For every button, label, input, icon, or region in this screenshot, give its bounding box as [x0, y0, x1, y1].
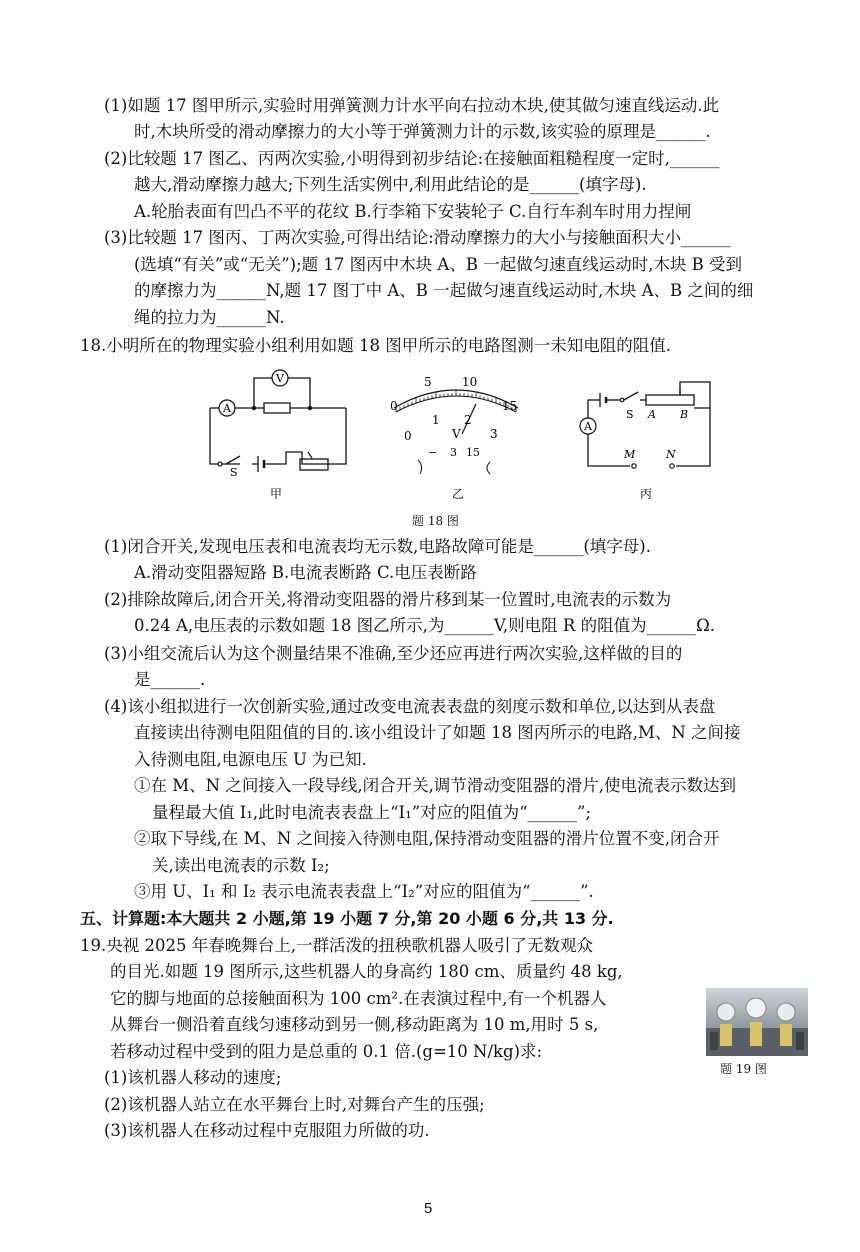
text-line: 绳的拉力为______N. [134, 308, 285, 327]
text-line: (选填“有关”或“无关”);题 17 图丙中木块 A、B 一起做匀速直线运动时,木块 B 受到 [134, 255, 743, 274]
text-line: (3)该机器人在移动过程中克服阻力所做的功. [104, 1121, 430, 1140]
text-line: (2)该机器人站立在水平舞台上时,对舞台产生的压强; [104, 1095, 485, 1114]
text-line: ②取下导线,在 M、N 之间接入待测电阻,保持滑动变阻器的滑片位置不变,闭合开 [134, 829, 720, 848]
text-line: 是______. [134, 670, 206, 689]
slider-b-label: B [680, 408, 689, 421]
section-heading: 五、计算题:本大题共 2 小题,第 19 小题 7 分,第 20 小题 6 分,共 13 分. [80, 909, 614, 928]
circuit-jia [210, 378, 346, 472]
figure-19-caption: 题 19 图 [720, 1062, 767, 1076]
text-line: 越大,滑动摩擦力越大;下列生活实例中,利用此结论的是______(填字母). [134, 175, 647, 194]
text-line: 时,木块所受的滑动摩擦力的大小等于弹簧测力计的示数,该实验的原理是______. [134, 122, 711, 141]
switch-label: S [230, 466, 238, 479]
dial-upper-tick: 10 [462, 375, 478, 389]
text-line: 直接读出待测电阻阻值的目的.该小组设计了如题 18 图丙所示的电路,M、N 之间接 [134, 723, 741, 742]
text-line: 若移动过程中受到的阻力是总重的 0.1 倍.(g=10 N/kg)求: [110, 1042, 543, 1061]
circuit-bing [588, 382, 710, 466]
text-line: 0.24 A,电压表的示数如题 18 图乙所示,为______V,则电阻 R 的阻值为______Ω. [134, 616, 715, 635]
text-line: A.滑动变阻器短路 B.电流表断路 C.电压表断路 [134, 563, 477, 582]
ammeter-label: A [223, 402, 231, 415]
text-line: ③用 U、I₁ 和 I₂ 表示电流表表盘上“I₂”对应的阻值为“______”. [134, 882, 594, 901]
robot-dancers-icon [706, 988, 808, 1056]
figure-18 [190, 352, 730, 504]
text-line: A.轮胎表面有凹凸不平的花纹 B.行李箱下安装轮子 C.自行车刹车时用力捏闸 [134, 202, 692, 221]
text-line: 19.央视 2025 年春晚舞台上,一群活泼的扭秧歌机器人吸引了无数观众 [80, 936, 593, 955]
terminal-n-label: N [666, 448, 676, 461]
dial-lower-tick: 3 [490, 427, 498, 441]
text-line: 量程最大值 I₁,此时电流表表盘上“I₁”对应的阻值为“______”; [152, 803, 592, 822]
switch-label: S [626, 408, 634, 421]
dial-upper-tick: 15 [502, 399, 518, 413]
text-line: (1)闭合开关,发现电压表和电流表均无示数,电路故障可能是______(填字母). [104, 537, 651, 556]
text-line: 关,读出电流表的示数 I₂; [152, 856, 330, 875]
figure-label-jia: 甲 [270, 487, 283, 501]
slider-a-label: A [648, 408, 656, 421]
text-line: (3)小组交流后认为这个测量结果不准确,至少还应再进行两次实验,这样做的目的 [104, 644, 683, 663]
text-line: ①在 M、N 之间接入一段导线,闭合开关,调节滑动变阻器的滑片,使电流表示数达到 [134, 776, 737, 795]
text-line: 入待测电阻,电源电压 U 为已知. [134, 750, 367, 769]
dial-upper-tick: 5 [424, 375, 432, 389]
dial-upper-tick: 0 [390, 399, 398, 413]
text-line: (3)比较题 17 图丙、丁两次实验,可得出结论:滑动摩擦力的大小与接触面积大小______ [104, 228, 731, 247]
text-line: 从舞台一侧沿着直线匀速移动到另一侧,移动距离为 10 m,用时 5 s, [110, 1015, 599, 1034]
dial-lower-tick: 2 [464, 413, 472, 427]
terminal-m-label: M [624, 448, 636, 461]
figure-label-bing: 丙 [640, 487, 653, 501]
question-18-stem: 18.小明所在的物理实验小组利用如题 18 图甲所示的电路图测一未知电阻的阻值. [80, 336, 671, 355]
text-line: (2)比较题 17 图乙、丙两次实验,小明得到初步结论:在接触面粗糙程度一定时,______ [104, 149, 720, 168]
robot-photo [706, 988, 808, 1056]
terminal-label: − [428, 446, 438, 459]
text-line: (1)该机器人移动的速度; [104, 1068, 282, 1087]
figure-label-yi: 乙 [452, 487, 465, 501]
text-line: 的目光.如题 19 图所示,这些机器人的身高约 180 cm、质量约 48 kg, [110, 962, 623, 981]
voltmeter-label: V [276, 372, 284, 385]
terminal-label: 15 [466, 446, 480, 459]
dial-unit: V [452, 427, 461, 441]
ammeter-label: A [584, 420, 592, 433]
text-line: 的摩擦力为______N,题 17 图丁中 A、B 一起做匀速直线运动时,木块 A、B 之间的细 [134, 281, 754, 300]
text-line: (2)排除故障后,闭合开关,将滑动变阻器的滑片移到某一位置时,电流表的示数为 [104, 590, 672, 609]
dial-lower-tick: 0 [404, 429, 412, 443]
dial-lower-tick: 1 [432, 413, 440, 427]
terminal-label: 3 [450, 446, 457, 459]
text-line: 它的脚与地面的总接触面积为 100 cm².在表演过程中,有一个机器人 [110, 989, 607, 1008]
voltmeter-dial [390, 375, 518, 501]
figure-18-caption: 题 18 图 [412, 514, 459, 528]
text-line: (4)该小组拟进行一次创新实验,通过改变电流表表盘的刻度示数和单位,以达到从表盘 [104, 697, 716, 716]
page-number: 5 [424, 1200, 433, 1217]
text-line: (1)如题 17 图甲所示,实验时用弹簧测力计水平向右拉动木块,使其做匀速直线运动.此 [104, 96, 720, 115]
